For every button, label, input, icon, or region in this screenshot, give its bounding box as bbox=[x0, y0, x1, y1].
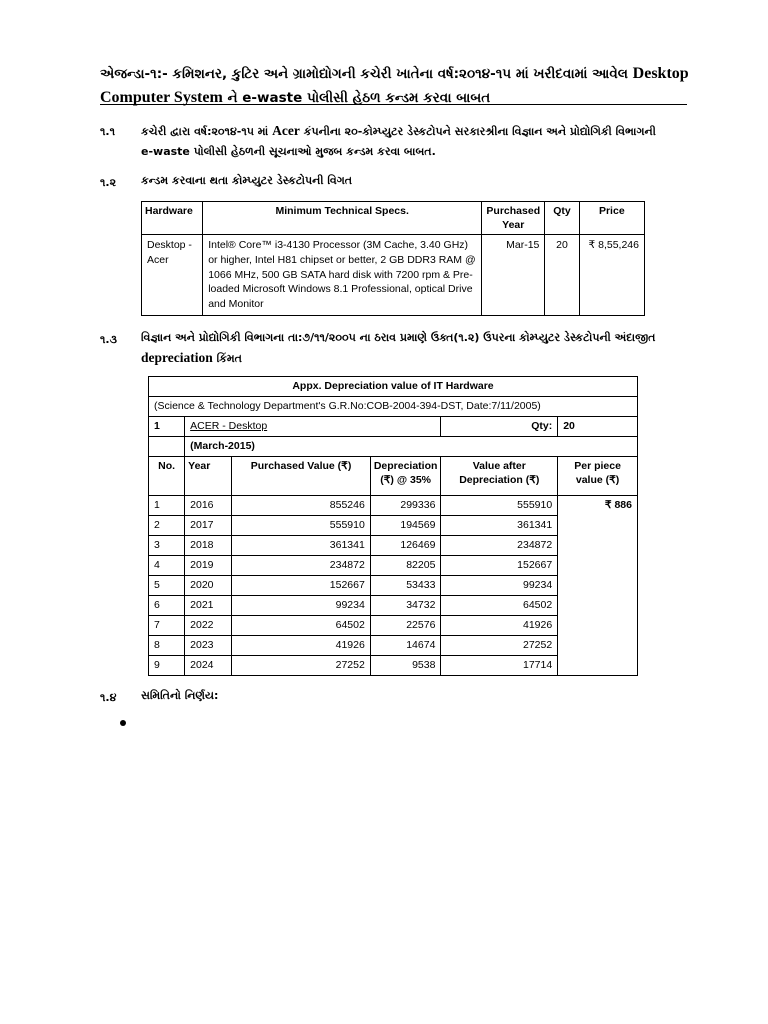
title-line2-gujarati: ને e-waste પોલીસી હેઠળ કન્ડમ કરવા બાબત bbox=[227, 90, 491, 106]
row-value-after: 234872 bbox=[441, 536, 558, 556]
row-value-after: 361341 bbox=[441, 516, 558, 536]
depreciation-subtitle-row bbox=[149, 397, 638, 417]
row-year: 2018 bbox=[185, 536, 232, 556]
title-line1-english: Desktop bbox=[632, 65, 689, 82]
row-depreciation: 194569 bbox=[370, 516, 441, 536]
row-purchased-value: 99234 bbox=[232, 596, 371, 616]
row-year: 2016 bbox=[185, 496, 232, 516]
depreciation-table bbox=[148, 376, 638, 676]
depreciation-title-row bbox=[149, 377, 638, 397]
row-no: 1 bbox=[149, 496, 185, 516]
section-1-1-brand: Acer bbox=[272, 123, 300, 138]
row-value-after: 152667 bbox=[441, 556, 558, 576]
row-year: 2023 bbox=[185, 636, 232, 656]
section-1-3-text-a: વિજ્ઞાન અને પ્રોદ્યોગિકી વિભાગના તા:૭/૧૧/૨૦૦૫ ના ઠરાવ પ્રમાણે ઉક્ત(૧.૨) ઉપરના કોમ્પ્યુટર ડેસ્કટોપની અંદાજીત bbox=[141, 331, 656, 344]
row-no: 4 bbox=[149, 556, 185, 576]
header-price: Price bbox=[579, 202, 644, 235]
depreciation-rows bbox=[149, 496, 638, 676]
row-depreciation: 14674 bbox=[370, 636, 441, 656]
row-value-after: 555910 bbox=[441, 496, 558, 516]
bullet-point bbox=[120, 720, 126, 726]
title-line1-gujarati: એજન્ડા-૧:- કમિશનર, કુટિર અને ગ્રામોદ્યોગની કચેરી ખાતેના વર્ષ:૨૦૧૪-૧૫ માં ખરીદવામાં આવેલ bbox=[100, 66, 628, 82]
section-1-3-text bbox=[141, 328, 691, 369]
row-year: 2020 bbox=[185, 576, 232, 596]
section-1-1-text bbox=[141, 121, 691, 162]
depreciation-header-row bbox=[149, 457, 638, 496]
row-purchased-value: 855246 bbox=[232, 496, 371, 516]
section-1-3-text-c: કિંમત bbox=[216, 352, 242, 365]
col-header-no: No. bbox=[149, 457, 185, 496]
row-depreciation: 126469 bbox=[370, 536, 441, 556]
row-no: 6 bbox=[149, 596, 185, 616]
cell-price: ₹ 8,55,246 bbox=[579, 235, 644, 316]
hardware-details-table bbox=[141, 201, 645, 316]
cell-hardware: Desktop - Acer bbox=[142, 235, 203, 316]
header-qty: Qty bbox=[545, 202, 579, 235]
row-value-after: 64502 bbox=[441, 596, 558, 616]
row-year: 2019 bbox=[185, 556, 232, 576]
title-line2-english: Computer System bbox=[100, 89, 223, 106]
row-purchased-value: 234872 bbox=[232, 556, 371, 576]
row-purchased-value: 152667 bbox=[232, 576, 371, 596]
section-1-3-number: ૧.૩ bbox=[100, 333, 117, 346]
row-depreciation: 9538 bbox=[370, 656, 441, 676]
depreciation-table-title: Appx. Depreciation value of IT Hardware bbox=[149, 377, 638, 397]
col-header-purchased-value: Purchased Value (₹) bbox=[232, 457, 371, 496]
section-1-4-text: સમિતિનો નિર્ણય: bbox=[141, 689, 219, 702]
section-1-2-number: ૧.૨ bbox=[100, 176, 117, 189]
row-depreciation: 34732 bbox=[370, 596, 441, 616]
row-purchased-value: 41926 bbox=[232, 636, 371, 656]
qty-value: 20 bbox=[558, 417, 638, 437]
col-header-year: Year bbox=[185, 457, 232, 496]
header-specs: Minimum Technical Specs. bbox=[203, 202, 482, 235]
hardware-table-header-row bbox=[142, 202, 645, 235]
section-1-1-text-a: કચેરી દ્વારા વર્ષ:૨૦૧૪-૧૫ માં bbox=[141, 125, 269, 138]
col-header-depreciation: Depreciation (₹) @ 35% bbox=[370, 457, 441, 496]
title-divider bbox=[100, 104, 687, 105]
item-name: ACER - Desktop bbox=[185, 417, 441, 437]
row-year: 2021 bbox=[185, 596, 232, 616]
col-header-value-after: Value after Depreciation (₹) bbox=[441, 457, 558, 496]
depreciation-period-row bbox=[149, 437, 638, 457]
row-depreciation: 22576 bbox=[370, 616, 441, 636]
section-1-3-depreciation-word: depreciation bbox=[141, 350, 213, 365]
row-year: 2022 bbox=[185, 616, 232, 636]
row-no: 9 bbox=[149, 656, 185, 676]
depreciation-table-subtitle: (Science & Technology Department's G.R.No:COB-2004-394-DST, Date:7/11/2005) bbox=[149, 397, 638, 417]
row-purchased-value: 27252 bbox=[232, 656, 371, 676]
row-depreciation: 53433 bbox=[370, 576, 441, 596]
cell-specs: Intel® Core™ i3-4130 Processor (3M Cache, 3.40 GHz) or higher, Intel H81 chipset or better, 2 GB DDR3 RAM @ 1066 MHz, 500 GB SATA hard disk with 7200 rpm & Pre-loaded Microsoft Windows 8.1 Professional, optical Drive and Monitor bbox=[203, 235, 482, 316]
row-purchased-value: 555910 bbox=[232, 516, 371, 536]
row-value-after: 17714 bbox=[441, 656, 558, 676]
header-hardware: Hardware bbox=[142, 202, 203, 235]
cell-qty: 20 bbox=[545, 235, 579, 316]
qty-label: Qty: bbox=[441, 417, 558, 437]
row-no: 8 bbox=[149, 636, 185, 656]
row-value-after: 27252 bbox=[441, 636, 558, 656]
row-no: 3 bbox=[149, 536, 185, 556]
col-header-per-piece: Per piece value (₹) bbox=[558, 457, 638, 496]
row-depreciation: 299336 bbox=[370, 496, 441, 516]
row-no: 2 bbox=[149, 516, 185, 536]
row-year: 2017 bbox=[185, 516, 232, 536]
cell-purchased: Mar-15 bbox=[482, 235, 545, 316]
row-value-after: 99234 bbox=[441, 576, 558, 596]
hardware-table-row bbox=[142, 235, 645, 316]
section-1-1-text-d: e-waste પોલીસી હેઠળની સૂચનાઓ મુજબ કન્ડમ કરવા બાબત. bbox=[141, 145, 436, 158]
period-label: (March-2015) bbox=[185, 437, 638, 457]
depreciation-item-row bbox=[149, 417, 638, 437]
header-purchased-year: Purchased Year bbox=[482, 202, 545, 235]
row-no: 7 bbox=[149, 616, 185, 636]
row-no: 5 bbox=[149, 576, 185, 596]
section-1-4-number: ૧.૪ bbox=[100, 691, 117, 704]
row-purchased-value: 361341 bbox=[232, 536, 371, 556]
row-value-after: 41926 bbox=[441, 616, 558, 636]
row-year: 2024 bbox=[185, 656, 232, 676]
section-1-2-text: કન્ડમ કરવાના થતા કોમ્પ્યુટર ડેસ્કટોપની વિગત bbox=[141, 174, 353, 187]
item-number: 1 bbox=[149, 417, 185, 437]
per-piece-value: ₹ 886 bbox=[558, 496, 638, 676]
row-depreciation: 82205 bbox=[370, 556, 441, 576]
table-row bbox=[149, 496, 638, 516]
section-1-1-number: ૧.૧ bbox=[100, 125, 115, 138]
agenda-title bbox=[100, 62, 690, 110]
section-1-1-text-c: કંપનીના ૨૦-કોમ્પ્યુટર ડેસ્કટોપને સરકારશ્રીના વિજ્ઞાન અને પ્રોદ્યોગિકી વિભાગની bbox=[303, 125, 656, 138]
row-purchased-value: 64502 bbox=[232, 616, 371, 636]
